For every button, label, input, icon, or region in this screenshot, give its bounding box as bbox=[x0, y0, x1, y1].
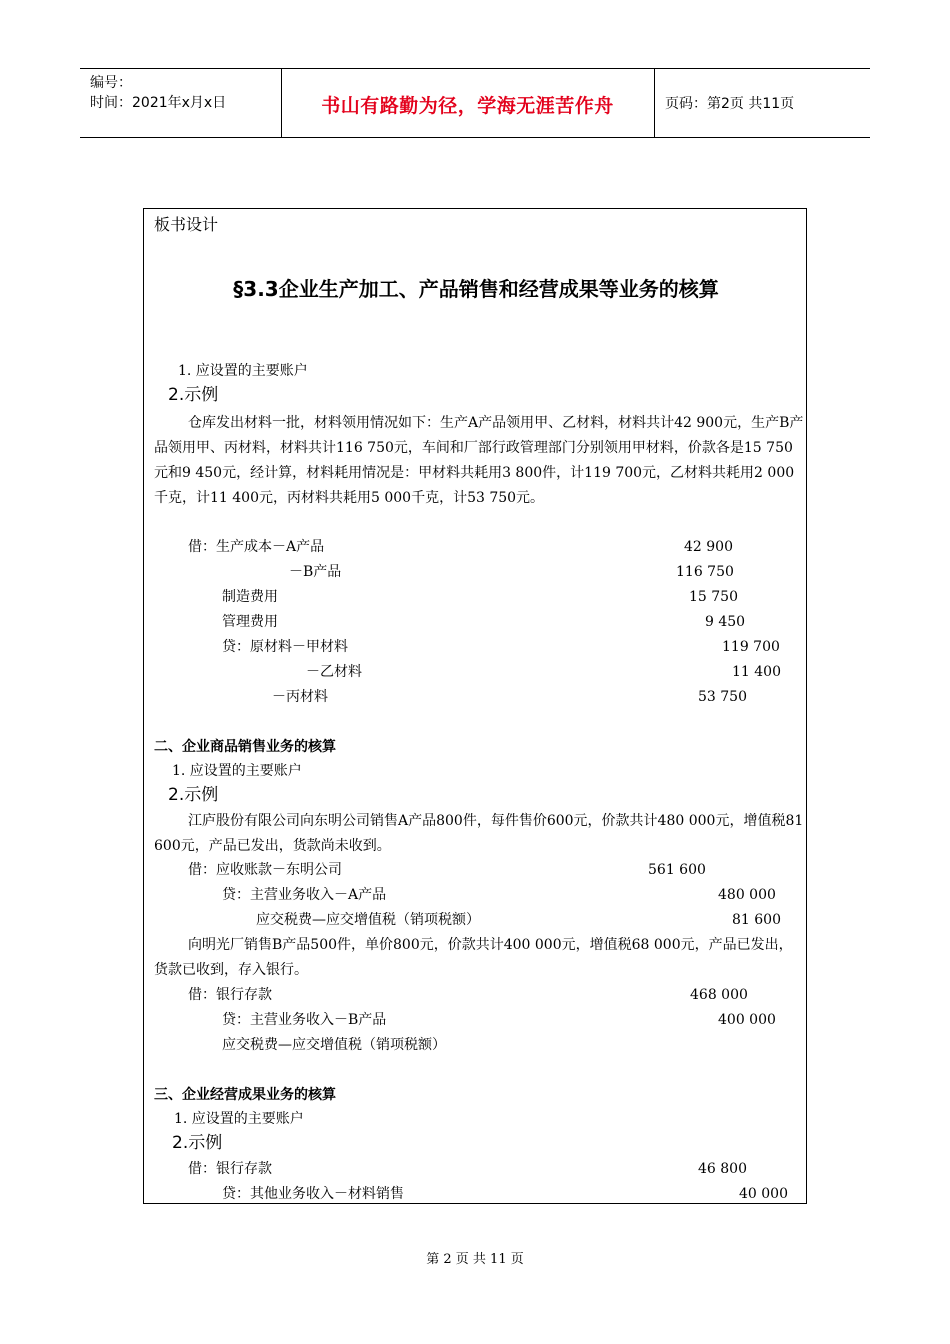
s1-entry-label: －乙材料 bbox=[306, 664, 362, 680]
s2-entry-amount: 561 600 bbox=[648, 862, 706, 878]
s1-entry-amount: 42 900 bbox=[684, 539, 733, 555]
s1-entry-amount: 119 700 bbox=[722, 639, 780, 655]
box-label: 板书设计 bbox=[154, 215, 219, 234]
s1-item1: 1. 应设置的主要账户 bbox=[178, 363, 308, 379]
header-meta bbox=[90, 73, 226, 113]
s2-entry-amount: 400 000 bbox=[718, 1012, 776, 1028]
header-motto: 书山有路勤为径，学海无涯苦作舟 bbox=[321, 95, 614, 117]
s2-paragraph-2: 向明光厂销售B产品500件，单价800元，价款共计400 000元，增值税68 000元，产品已发出，货款已收到，存入银行。 bbox=[154, 937, 793, 978]
s1-entry-amount: 9 450 bbox=[705, 614, 746, 630]
s2-entry-label: 应交税费—应交增值税（销项税额） bbox=[256, 912, 480, 928]
s1-paragraph: 仓库发出材料一批，材料领用情况如下：生产A产品领用甲、乙材料，材料共计42 900元，生产B产品领用甲、丙材料，材料共计116 750元，车间和厂部行政管理部门分别领用甲材料，价款各是15 750元和9 450元，经计算，材料耗用情况是：甲材料共耗用3 800件，计119 700元，乙材料共耗用2 000千克，计11 400元，丙材料共耗用5 000千克，计53 750元。 bbox=[154, 415, 804, 506]
s1-entry-label: －丙材料 bbox=[272, 689, 328, 705]
page-header bbox=[80, 68, 870, 138]
s2-entry-amount: 468 000 bbox=[690, 987, 748, 1003]
page-footer: 第 2 页 共 11 页 bbox=[426, 1252, 524, 1267]
s1-entry-amount: 53 750 bbox=[698, 689, 747, 705]
s2-item2: 2.示例 bbox=[168, 785, 219, 805]
s3-heading: 三、企业经营成果业务的核算 bbox=[154, 1087, 336, 1103]
s3-item2: 2.示例 bbox=[172, 1133, 223, 1153]
s3-entry-label: 贷：其他业务收入－材料销售 bbox=[222, 1186, 404, 1202]
s1-entry-label: 贷：原材料－甲材料 bbox=[222, 639, 348, 655]
s1-entry-label: －B产品 bbox=[289, 564, 342, 580]
s2-paragraph-1: 江庐股份有限公司向东明公司销售A产品800件，每件售价600元，价款共计480 000元，增值税81 600元，产品已发出，货款尚未收到。 bbox=[154, 813, 804, 854]
s2-entry-label: 贷：主营业务收入－B产品 bbox=[222, 1012, 387, 1028]
s3-entry-amount: 46 800 bbox=[698, 1161, 747, 1177]
number-label: 编号： bbox=[90, 75, 132, 91]
s1-entry-label: 制造费用 bbox=[222, 589, 278, 605]
s3-entry-amount: 40 000 bbox=[739, 1186, 788, 1202]
s2-entry-label: 借：银行存款 bbox=[188, 987, 272, 1003]
s1-entry-amount: 15 750 bbox=[689, 589, 738, 605]
s3-entry-label: 借：银行存款 bbox=[188, 1161, 272, 1177]
s2-entry-amount: 81 600 bbox=[732, 912, 781, 928]
s1-entry-amount: 11 400 bbox=[732, 664, 781, 680]
s2-heading: 二、企业商品销售业务的核算 bbox=[154, 739, 336, 755]
s3-item1: 1. 应设置的主要账户 bbox=[174, 1111, 304, 1127]
header-page-info: 页码：第2页 共11页 bbox=[665, 96, 795, 112]
s1-entry-label: 管理费用 bbox=[222, 614, 278, 630]
s2-entry-label: 借：应收账款－东明公司 bbox=[188, 862, 342, 878]
s1-entry-label: 借：生产成本－A产品 bbox=[188, 539, 325, 555]
s2-entry-label: 应交税费—应交增值税（销项税额） bbox=[222, 1037, 446, 1053]
blackboard-design-box bbox=[143, 208, 807, 1204]
s2-entry-amount: 480 000 bbox=[718, 887, 776, 903]
s2-entry-label: 贷：主营业务收入－A产品 bbox=[222, 887, 387, 903]
section-title: §3.3企业生产加工、产品销售和经营成果等业务的核算 bbox=[233, 277, 719, 301]
s1-item2: 2.示例 bbox=[168, 385, 219, 405]
s1-entry-amount: 116 750 bbox=[676, 564, 734, 580]
s2-item1: 1. 应设置的主要账户 bbox=[172, 763, 302, 779]
time-label: 时间：2021年x月x日 bbox=[90, 95, 227, 111]
